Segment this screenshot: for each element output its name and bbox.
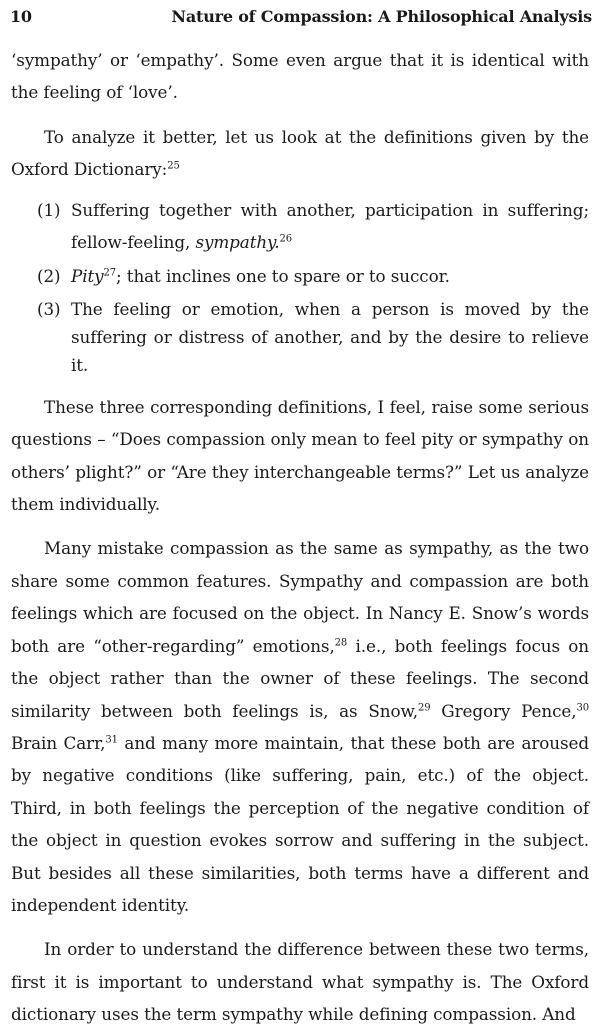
footnote-ref: 26 bbox=[279, 233, 292, 245]
running-title: Nature of Compassion: A Philosophical Analysis bbox=[171, 7, 592, 26]
definition-number: (3) bbox=[37, 298, 61, 319]
paragraph-similarities: Many mistake compassion as the same as sympathy, as the two share some common features. Sympathy and compassion are both feelings which are focused on the object. In Nancy E. Snow’s words both are “other-regarding” emotions,$^{28}$ i.e., both feelings focus on the object rather than the owner of these feelings. The second similarity between both feelings is, as Snow,$^{29}$ Gregory Pence,$^{30}$ Brain Carr,$^{31}$ and many more maintain, that these both are aroused by negative conditions (like suffering, pain, etc.) of the object. Third, in both feelings the perception of the negative condition of the object in question evokes sorrow and suffering in the subject. But besides all these similarities, both terms have a different and independent identity. bbox=[11, 538, 589, 915]
footnote-ref: 25 bbox=[167, 160, 180, 172]
definition-item: (2) Pity$^{27}$; that inclines one to spare or to succor. bbox=[11, 260, 589, 292]
footnote-ref: 29 bbox=[417, 701, 431, 713]
footnote-ref: 28 bbox=[334, 637, 348, 649]
footnote-ref: 31 bbox=[105, 734, 118, 746]
paragraph-oxford-intro: To analyze it better, let us look at the definitions given by the Oxford Dictionary:$^{25}$ bbox=[11, 126, 589, 180]
page-number: 10 bbox=[10, 7, 32, 26]
definition-number: (2) bbox=[37, 266, 61, 287]
definition-item: (1) Suffering together with another, participation in suffering; fellow-feeling, sympathy.$^{26}$ bbox=[11, 194, 589, 259]
paragraph-difference: In order to understand the difference between these two terms, first it is important to understand what sympathy is. The Oxford dictionary uses the term sympathy while defining compassion. And bbox=[11, 939, 589, 1025]
paragraph-continued: ‘sympathy’ or ‘empathy’. Some even argue that it is identical with the feeling of ‘love’. bbox=[11, 50, 589, 103]
paragraph-questions: These three corresponding definitions, I feel, raise some serious questions – “Does compassion only mean to feel pity or sympathy on others’ plight?” or “Are they interchangeable terms?” Let us analyze them individually. bbox=[11, 396, 589, 515]
definition-item: (3) The feeling or emotion, when a person is moved by the suffering or distress of another, and by the desire to relieve it. bbox=[11, 295, 589, 379]
footnote-ref: 30 bbox=[576, 701, 589, 713]
definition-number: (1) bbox=[37, 199, 61, 220]
definition-list bbox=[11, 194, 589, 379]
footnote-ref: 27 bbox=[103, 267, 117, 279]
running-header bbox=[10, 7, 592, 35]
body-text bbox=[11, 44, 589, 1031]
